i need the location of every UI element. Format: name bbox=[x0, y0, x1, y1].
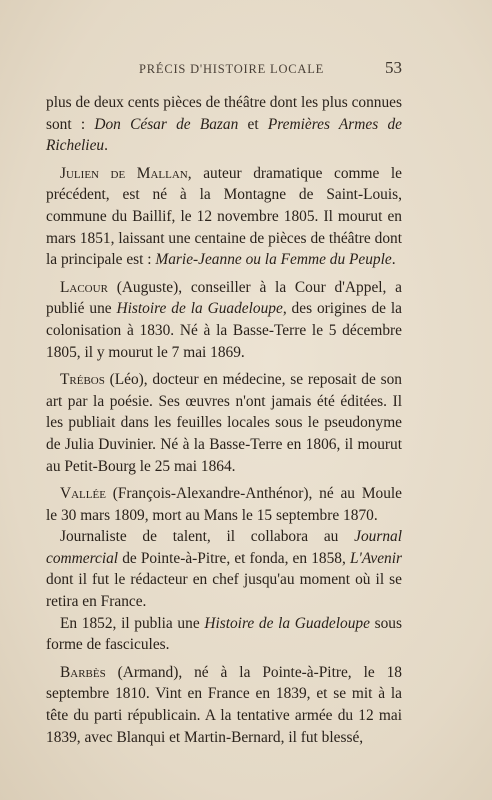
text-run: et bbox=[238, 115, 268, 133]
text-run: dont il fut le rédacteur en chef jusqu'au moment où il se retira en France. bbox=[46, 571, 402, 611]
text-run: Journaliste de talent, il collabora au bbox=[60, 528, 355, 546]
italic-title: Don César de Bazan bbox=[94, 115, 239, 133]
running-title: PRÉCIS D'HISTOIRE LOCALE bbox=[139, 62, 325, 76]
text-run: , auteur dramatique comme le précédent, est né à la Montagne de Saint-Louis, commune du Baillif, le 12 novembre 1805. Il mourut en mars 1851, laissant une centaine de pièces de théâtre dont la principale est : bbox=[46, 164, 403, 269]
paragraph bbox=[46, 277, 402, 363]
body-text bbox=[46, 92, 402, 754]
author-name: Julien de Mallan bbox=[60, 164, 188, 182]
text-run: , des origines de la colonisation à 1830. Né à la Basse-Terre le 5 décembre 1805, il y mourut le 7 mai 1869. bbox=[46, 300, 402, 361]
italic-title: Premières Armes de Richelieu bbox=[46, 115, 402, 155]
author-name: Barbès bbox=[60, 663, 106, 681]
text-run: (Armand), né à la Pointe-à-Pitre, le 18 septembre 1810. Vint en France en 1839, et se mit à la tête du parti républicain. A la tentative armée du 12 mai 1839, avec Blanqui et Martin-Bernard, il fut blessé, bbox=[46, 663, 402, 746]
paragraph bbox=[46, 483, 402, 526]
text-run: (François-Alexandre-Anthénor), né au Moule le 30 mars 1809, mort au Mans le 15 septembre 1870. bbox=[46, 485, 402, 524]
italic-title: L'Avenir bbox=[349, 549, 402, 567]
paragraph bbox=[46, 163, 402, 271]
author-name: Lacour bbox=[60, 278, 108, 296]
paragraph bbox=[46, 662, 402, 748]
text-run: sous forme de fascicules. bbox=[46, 614, 402, 654]
text-run: plus de deux cents pièces de théâtre dont les plus connues sont : bbox=[46, 94, 402, 133]
page-header bbox=[0, 58, 492, 82]
paragraph bbox=[46, 369, 402, 477]
text-run: (Auguste), conseiller à la Cour d'Appel, a publié une bbox=[46, 278, 402, 318]
italic-title: Histoire de la Guadeloupe bbox=[204, 614, 370, 632]
text-run: (Léo), docteur en médecine, se reposait de son art par la poésie. Ses œuvres n'ont jamais été éditées. Il les publiait dans les feuilles locales sous le pseudonyme de Julia Duvinier. Né à la Basse-Terre en 1806, il mourut au Petit-Bourg le 25 mai 1864. bbox=[46, 371, 402, 475]
text-run: En 1852, il publia une bbox=[60, 614, 205, 632]
italic-title: Marie-Jeanne ou la Femme du Peuple bbox=[155, 251, 392, 269]
paragraph bbox=[46, 92, 402, 157]
author-name: Trébos bbox=[60, 371, 105, 389]
italic-title: Histoire de la Guadeloupe bbox=[116, 300, 283, 318]
text-run: de Pointe-à-Pitre, et fonda, en 1858, bbox=[118, 549, 350, 567]
italic-title: Journal commercial bbox=[46, 528, 402, 567]
text-run: . bbox=[104, 137, 108, 155]
page-number: 53 bbox=[385, 58, 402, 77]
text-run: . bbox=[391, 251, 396, 269]
author-name: Vallée bbox=[60, 485, 106, 503]
paragraph bbox=[46, 526, 402, 612]
paragraph bbox=[46, 613, 402, 656]
